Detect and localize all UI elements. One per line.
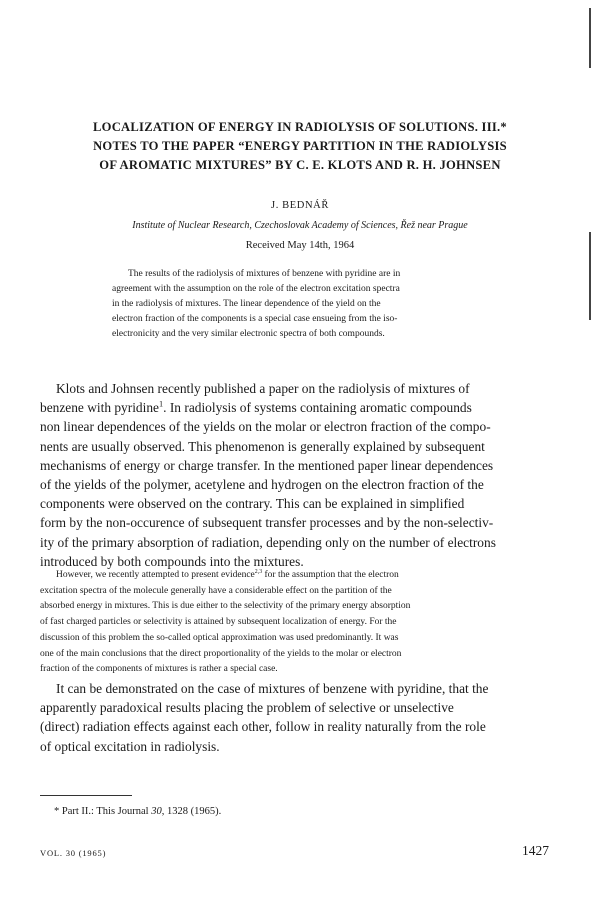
footnote-text: , 1328 (1965). (161, 806, 222, 817)
abstract-line: The results of the radiolysis of mixtures of benzene with pyridine are in (128, 269, 401, 279)
footnote-divider (40, 795, 132, 796)
paragraph-line: one of the main conclusions that the direct proportionality of the yields to the molar or electron (40, 648, 402, 659)
page-edge-line-top (589, 8, 591, 68)
paragraph-line: non linear dependences of the yields on the molar or electron fraction of the compo- (40, 419, 491, 435)
paragraph-line: ity of the primary absorption of radiation, depending only on the number of electrons (40, 534, 496, 550)
article-title (40, 118, 560, 175)
footnote-volume: 30 (151, 806, 162, 817)
paragraph-line (40, 568, 550, 584)
text-run: benzene with pyridine (40, 400, 159, 416)
paragraph-line: nents are usually observed. This phenomenon is generally explained by subsequent (40, 438, 485, 454)
title-line: LOCALIZATION OF ENERGY IN RADIOLYSIS OF SOLUTIONS. III.* (93, 120, 507, 134)
received-date: Received May 14th, 1964 (245, 240, 355, 251)
text-run: However, we recently attempted to present evidence (56, 570, 255, 580)
author-name: J. BEDNÁŘ (271, 200, 329, 211)
paragraph-line: of the yields of the polymer, acetylene and hydrogen on the electron fraction of the (40, 477, 484, 493)
paragraph-line: components were observed on the contrary. This can be explained in simplified (40, 496, 465, 512)
footnote-text: * Part II.: This Journal (54, 806, 152, 817)
footnote (54, 806, 221, 817)
body-paragraph-1 (40, 379, 550, 571)
paragraph-line: apparently paradoxical results placing the problem of selective or unselective (40, 700, 454, 716)
text-run: . In radiolysis of systems containing aromatic compounds (163, 400, 472, 416)
paragraph-line: absorbed energy in mixtures. This is due either to the selectivity of the primary energy absorption (40, 601, 411, 612)
paragraph-line: form by the non-occurence of subsequent transfer processes and by the non-selectiv- (40, 515, 494, 531)
title-line: OF AROMATIC MIXTURES” BY C. E. KLOTS AND R. H. JOHNSEN (99, 158, 501, 172)
body-paragraph-3 (40, 679, 550, 756)
journal-volume-footer: VOL. 30 (1965) (40, 848, 107, 858)
body-paragraph-2-small (40, 568, 550, 678)
paragraph-line: of optical excitation in radiolysis. (40, 738, 220, 754)
paragraph-line: of fast charged particles or selectivity is attained by subsequent localization of energy. For the (40, 617, 397, 628)
abstract (112, 267, 496, 342)
author-affiliation: Institute of Nuclear Research, Czechoslovak Academy of Sciences, Řež near Prague (132, 220, 468, 231)
paragraph-line: excitation spectra of the molecule generally have a considerable effect on the partition of the (40, 585, 392, 596)
reference-marker: 2,3 (254, 568, 263, 575)
abstract-line: agreement with the assumption on the role of the electron excitation spectra (112, 284, 400, 294)
paragraph-line: It can be demonstrated on the case of mixtures of benzene with pyridine, that the (56, 681, 489, 696)
paragraph-line: discussion of this problem the so-called optical approximation was used predominantly. It was (40, 632, 399, 643)
paragraph-line: mechanisms of energy or charge transfer. In the mentioned paper linear dependences (40, 457, 494, 473)
paragraph-line: fraction of the components of mixtures is rather a special case. (40, 664, 278, 675)
text-run: for the assumption that the electron (262, 570, 399, 580)
abstract-line: electron fraction of the components is a special case ensueing from the iso- (112, 314, 398, 324)
paragraph-line (40, 398, 550, 417)
paragraph-line: Klots and Johnsen recently published a paper on the radiolysis of mixtures of (56, 381, 470, 396)
abstract-line: electronicity and the very similar electronic spectra of both compounds. (112, 329, 385, 339)
page-number: 1427 (522, 843, 549, 858)
abstract-line: in the radiolysis of mixtures. The linear dependence of the yield on the (112, 299, 381, 309)
title-line: NOTES TO THE PAPER “ENERGY PARTITION IN THE RADIOLYSIS (93, 139, 507, 153)
reference-marker: 1 (159, 399, 164, 409)
paragraph-line: (direct) radiation effects against each other, follow in reality naturally from the role (40, 719, 486, 735)
paragraph-line: introduced by both compounds into the mixtures. (40, 553, 304, 569)
